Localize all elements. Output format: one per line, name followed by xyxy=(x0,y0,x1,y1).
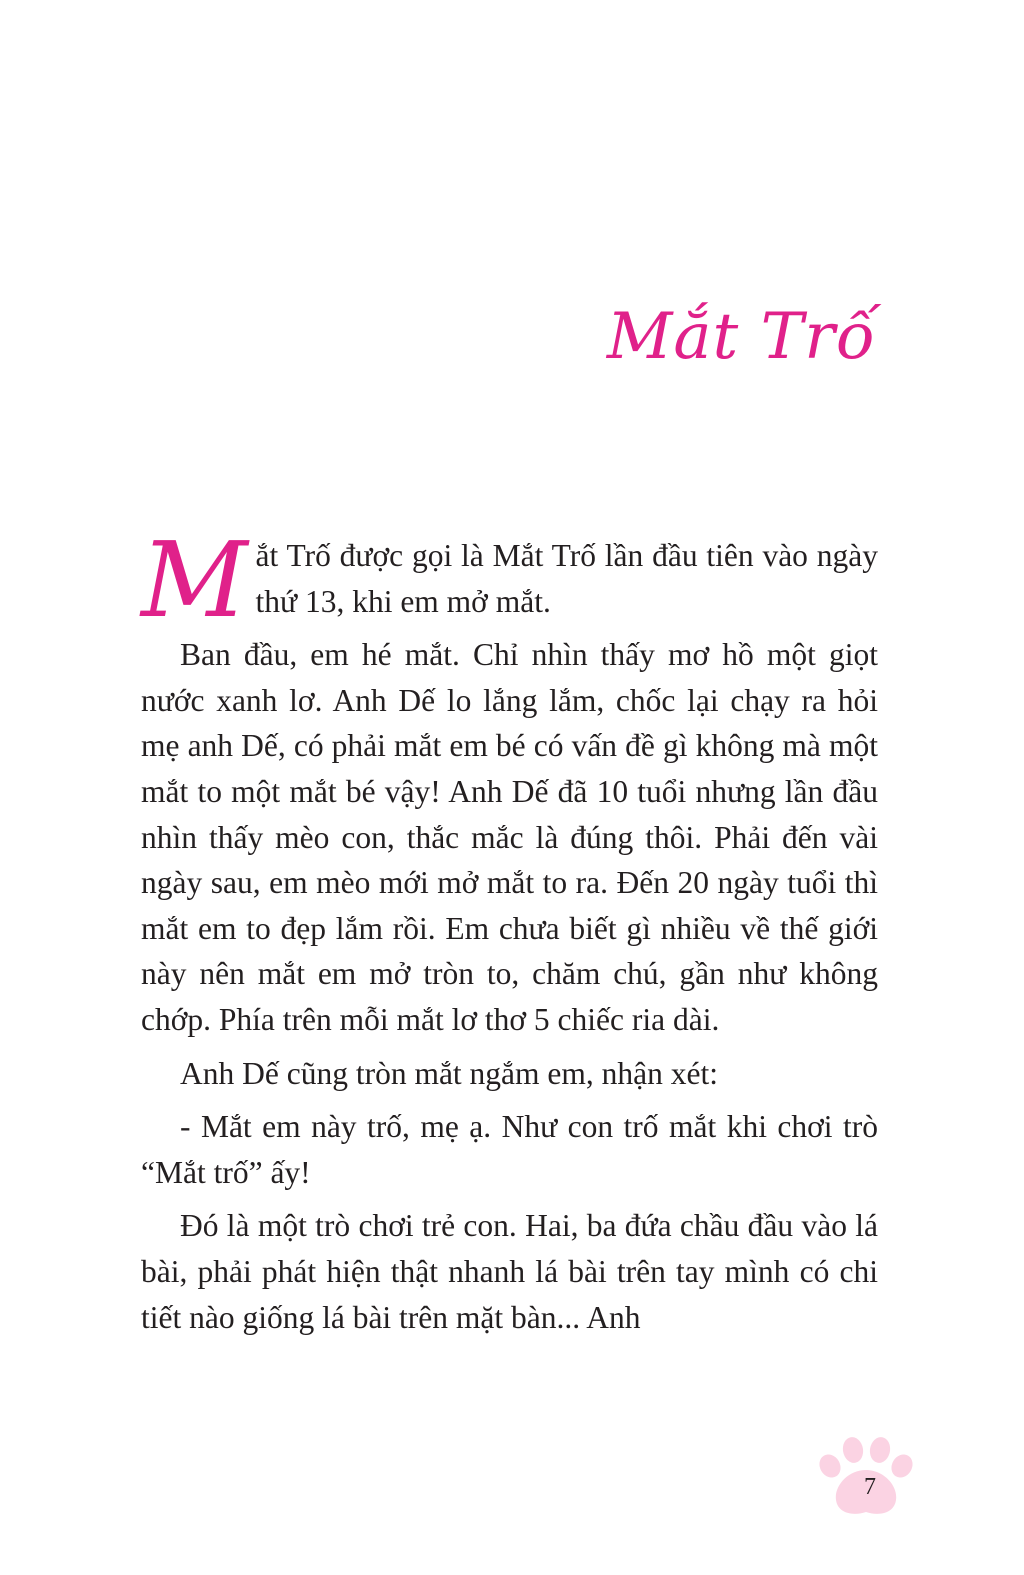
paragraph-1 xyxy=(141,519,878,641)
paragraph-1-text: ắt Trố được gọi là Mắt Trố lần đầu tiên vào ngày thứ 13, khi em mở mắt. xyxy=(255,538,878,619)
paragraph-3: Anh Dế cũng tròn mắt ngắm em, nhận xét: xyxy=(180,1055,718,1091)
paw-toe-1 xyxy=(816,1451,845,1482)
paw-toe-3 xyxy=(868,1436,892,1465)
body-text xyxy=(141,519,878,1348)
paragraph-2: Ban đầu, em hé mắt. Chỉ nhìn thấy mơ hồ một giọt nước xanh lơ. Anh Dế lo lắng lắm, chốc lại chạy ra hỏi mẹ anh Dế, có phải mắt em bé có vấn đề gì không mà một mắt to một mắt bé vậy! Anh Dế đã 10 tuổi nhưng lần đầu nhìn thấy mèo con, thắc mắc là đúng thôi. Phải đến vài ngày sau, em mèo mới mở mắt to ra. Đến 20 ngày tuổi thì mắt em to đẹp lắm rồi. Em chưa biết gì nhiều về thế giới này nên mắt em mở tròn to, chăm chú, gần như không chớp. Phía trên mỗi mắt lơ thơ 5 chiếc ria dài. xyxy=(141,637,878,1037)
chapter-title: Mắt Trố xyxy=(606,300,876,374)
drop-cap: M xyxy=(141,519,248,641)
paw-toe-2 xyxy=(841,1436,865,1465)
paragraph-5: Đó là một trò chơi trẻ con. Hai, ba đứa chầu đầu vào lá bài, phải phát hiện thật nhanh lá bài trên tay mình có chi tiết nào giống lá bài trên mặt bàn... Anh xyxy=(141,1208,878,1335)
paragraph-4: - Mắt em này trố, mẹ ạ. Như con trố mắt khi chơi trò “Mắt trố” ấy! xyxy=(141,1109,878,1190)
page-number: 7 xyxy=(864,1474,876,1500)
